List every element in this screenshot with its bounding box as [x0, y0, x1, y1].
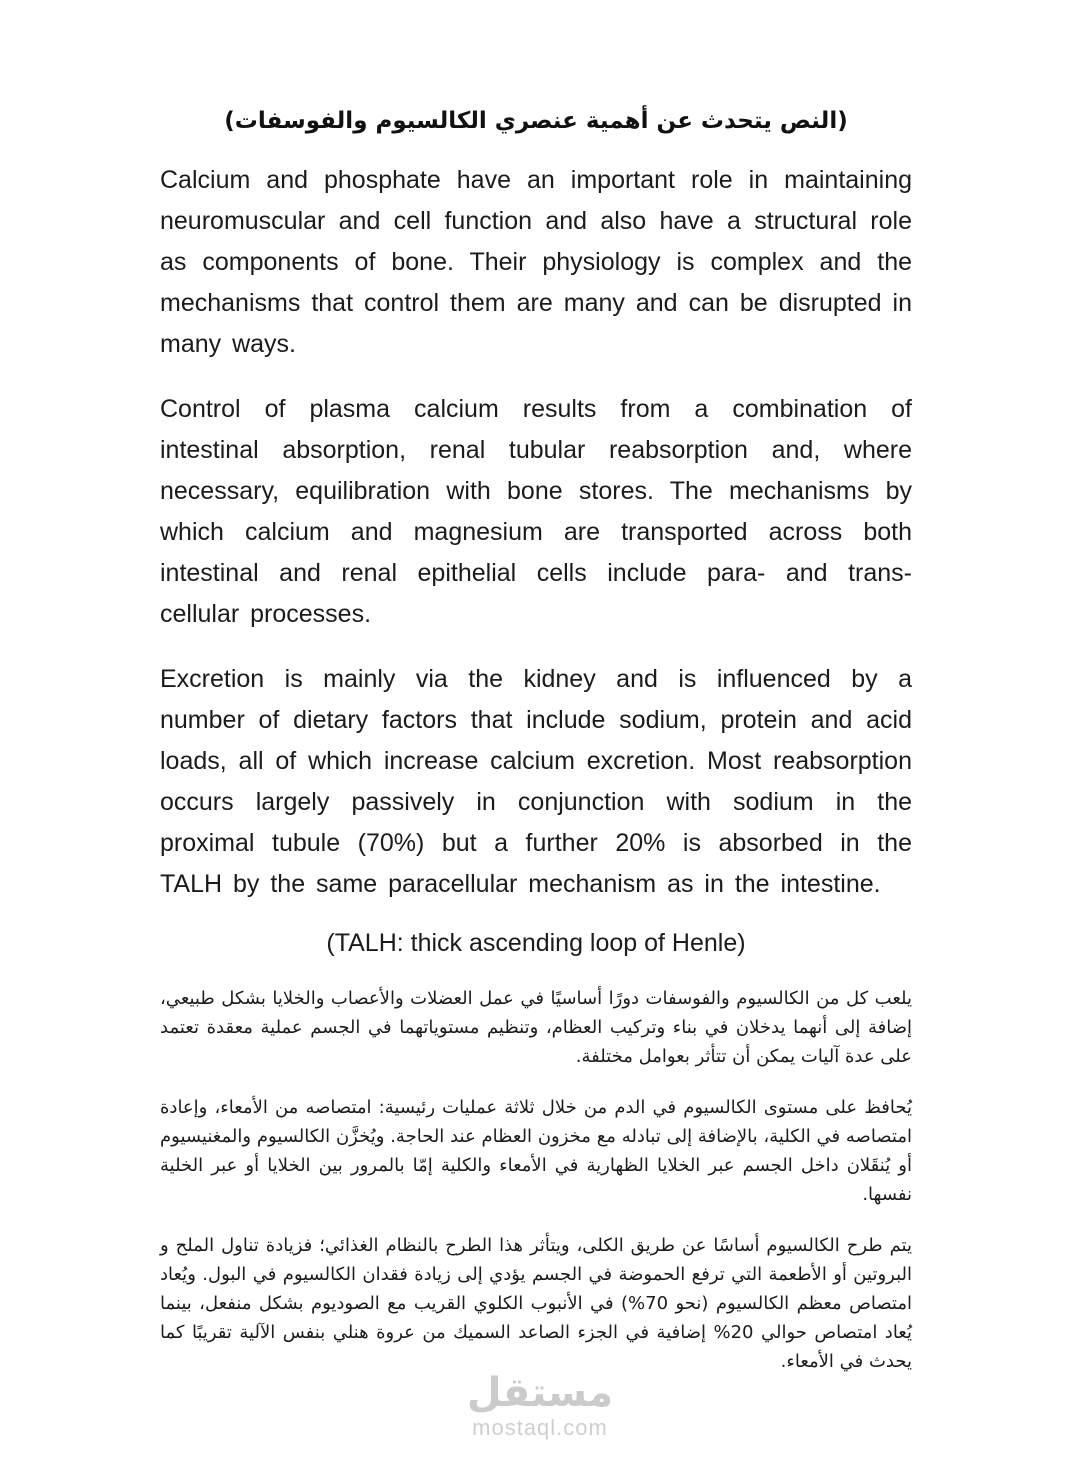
english-paragraph-3: Excretion is mainly via the kidney and is influenced by a number of dietary factors that include sodium, protein and acid loads, all of which increase calcium excretion. Most reabsorption occurs largely passively in conjunction with sodium in the proximal tubule (70%) but a further 20% is absorbed in the TALH by the same paracellular mechanism as in the intestine. [160, 665, 912, 898]
english-paragraph-2: Control of plasma calcium results from a combination of intestinal absorption, renal tubular reabsorption and, where necessary, equilibration with bone stores. The mechanisms by which calcium and magnesium are transported across both intestinal and renal epithelial cells include para- and trans-cellular processes. [160, 395, 912, 628]
talh-abbreviation-note: (TALH: thick ascending loop of Henle) [326, 929, 746, 957]
arabic-paragraph-3: يتم طرح الكالسيوم أساسًا عن طريق الكلى، ويتأثر هذا الطرح بالنظام الغذائي؛ فزيادة تناول الملح و البروتين أو الأطعمة التي ترفع الحموضة في الجسم يؤدي إلى زيادة فقدان الكالسيوم في البول. ويُعاد امتصاص معظم الكالسيوم (نحو 70%) في الأنبوب الكلوي القريب مع الصوديوم بشكل منفعل، بينما يُعاد امتصاص حوالي 20% إضافية في الجزء الصاعد السميك من عروة هنلي بنفس الآلية تقريبًا كما يحدث في الأمعاء. [160, 1235, 913, 1372]
watermark-url: mostaql.com [472, 1415, 608, 1440]
watermark [0, 1371, 1080, 1441]
english-paragraph-1: Calcium and phosphate have an important role in maintaining neuromuscular and cell function and also have a structural role as components of bone. Their physiology is complex and the mechanisms that control them are many and can be disrupted in many ways. [160, 166, 912, 358]
watermark-logo-text: مستقل [466, 1370, 614, 1416]
arabic-paragraph-2: يُحافظ على مستوى الكالسيوم في الدم من خلال ثلاثة عمليات رئيسية: امتصاصه من الأمعاء، وإعادة امتصاصه في الكلية، بالإضافة إلى تبادله مع مخزون العظام عند الحاجة. ويُخزَّن الكالسيوم والمغنيسيوم أو يُنقَلان داخل الجسم عبر الخلايا الظهارية في الأمعاء والكلية إمّا بالمرور بين الخلايا أو عبر الخلية نفسها. [160, 1097, 912, 1205]
document-title-arabic: (النص يتحدث عن أهمية عنصري الكالسيوم والفوسفات) [224, 108, 848, 134]
arabic-paragraph-1: يلعب كل من الكالسيوم والفوسفات دورًا أساسيًا في عمل العضلات والأعصاب والخلايا بشكل طبيعي، إضافة إلى أنهما يدخلان في بناء وتركيب العظام، وتنظيم مستوياتهما في الجسم عملية معقدة تعتمد على عدة آليات يمكن أن تتأثر بعوامل مختلفة. [160, 988, 912, 1067]
